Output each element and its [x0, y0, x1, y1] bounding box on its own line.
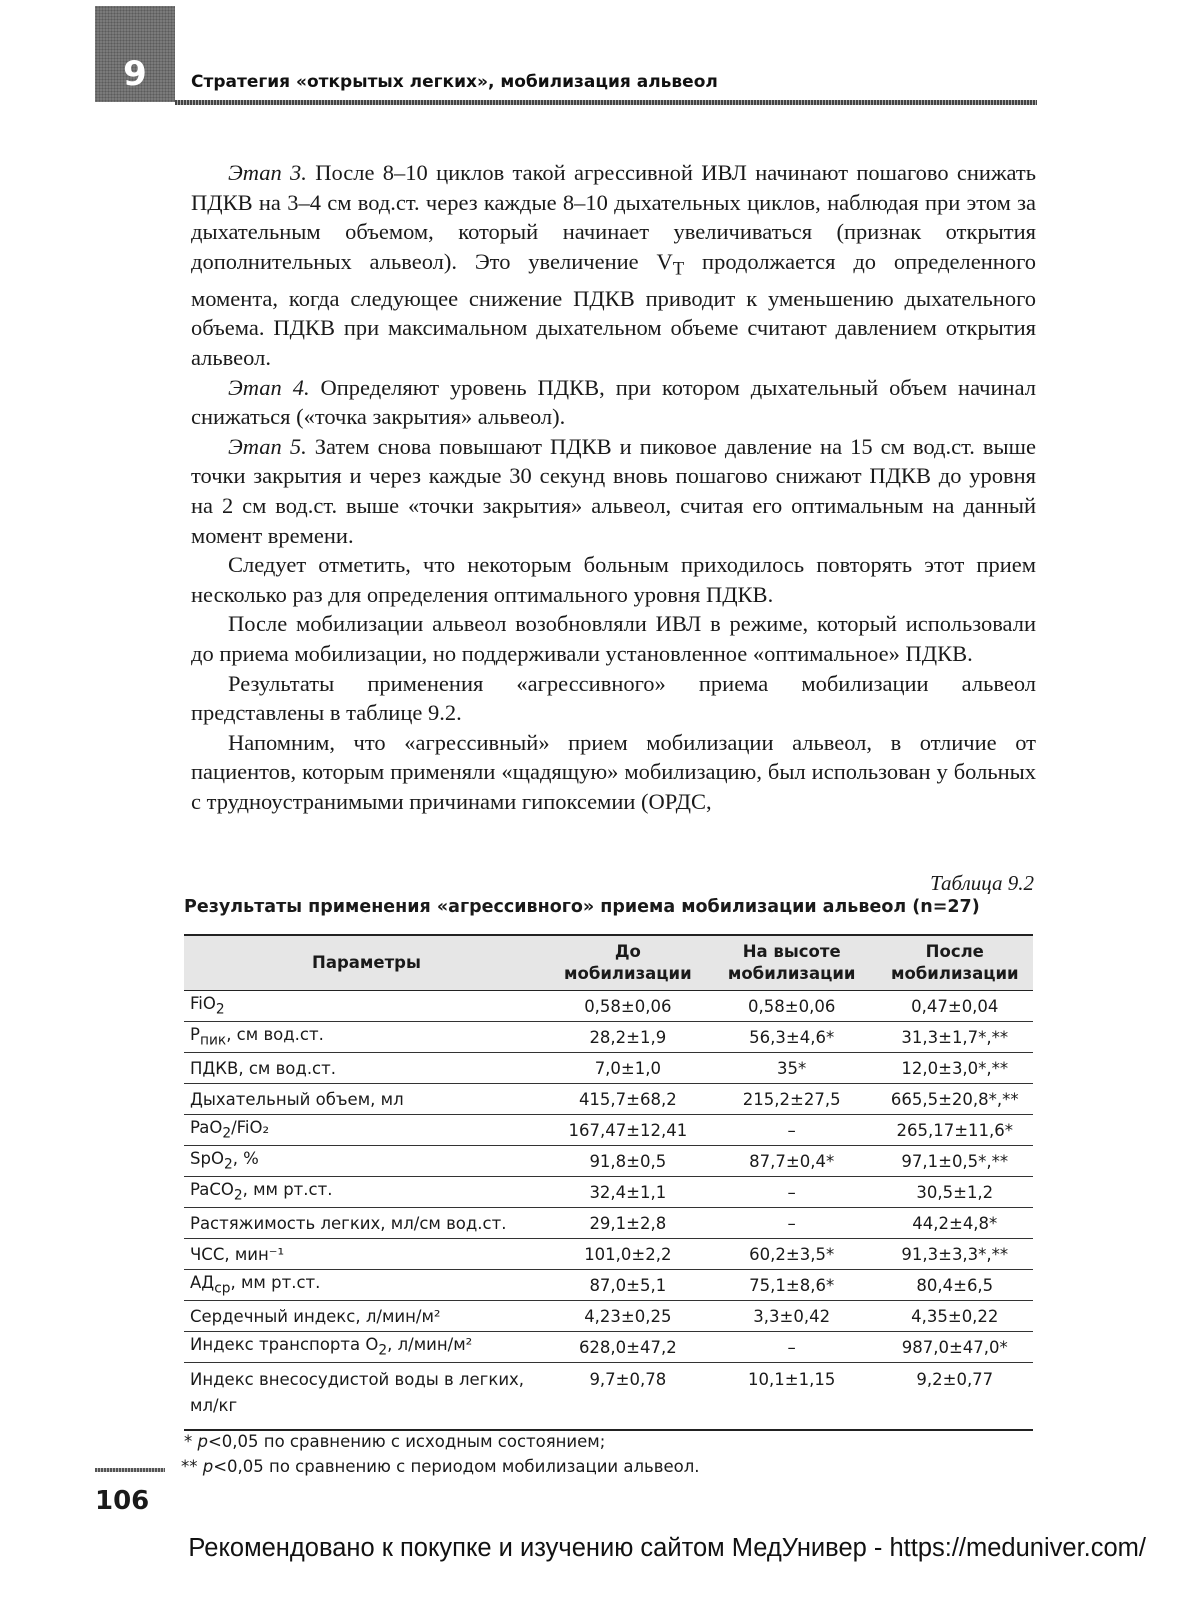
parameter-subscript: 2	[223, 1156, 233, 1173]
table-row	[184, 1177, 1033, 1208]
value-cell: 167,47±12,41	[549, 1115, 707, 1146]
parameter-unit: /FiO₂	[231, 1118, 270, 1138]
parameter-cell	[184, 1115, 549, 1146]
paragraph: Напомним, что «агрессивный» прием мобилизации альвеол, в отличие от пациентов, которым применяли «щадящую» мобилизацию, был использован у больных с трудноустранимыми причинами гипоксемии (ОРДС,	[191, 729, 1036, 814]
parameter-name: Растяжимость легких, мл/см вод.ст.	[190, 1213, 507, 1233]
table-row	[184, 1115, 1033, 1146]
table-caption-number: Таблица 9.2	[930, 871, 1034, 895]
value-cell: 35*	[707, 1053, 877, 1084]
parameter-name: FiO	[190, 994, 216, 1014]
stage-label: Этап 4.	[228, 374, 310, 400]
paragraph: После мобилизации альвеол возобновляли ИВЛ в режиме, который использовали до приема мобилизации, но поддерживали установленное «оптимальное» ПДКВ.	[191, 611, 1036, 666]
value-cell: 30,5±1,2	[877, 1177, 1033, 1208]
table-row	[184, 1332, 1033, 1363]
subscript: T	[672, 258, 685, 280]
parameter-subscript: пик	[199, 1032, 227, 1049]
parameter-cell	[184, 1363, 549, 1431]
value-cell: –	[707, 1332, 877, 1363]
watermark-text: Рекомендовано к покупке и изучению сайтом МедУнивер - https://meduniver.com/	[188, 1534, 1146, 1562]
table-row	[184, 1239, 1033, 1270]
footnote-mark: **	[181, 1457, 203, 1476]
footnote-text: <0,05 по сравнению с исходным состоянием;	[207, 1432, 606, 1451]
value-cell: 0,47±0,04	[877, 991, 1033, 1022]
table-row	[184, 1363, 1033, 1431]
parameter-unit: , мм рт.ст.	[230, 1273, 321, 1293]
footer-rule	[95, 1468, 165, 1472]
page-number: 106	[95, 1486, 150, 1516]
running-title: Стратегия «открытых легких», мобилизация альвеол	[191, 72, 718, 92]
parameter-cell	[184, 1208, 549, 1239]
parameter-cell	[184, 1301, 549, 1332]
stage-label: Этап 5.	[228, 433, 307, 459]
paragraph: Результаты применения «агрессивного» приема мобилизации альвеол представлены в таблице 9.2.	[191, 670, 1036, 726]
value-cell: 12,0±3,0*,**	[877, 1053, 1033, 1084]
parameter-subscript: 2	[222, 1125, 232, 1142]
value-cell: 32,4±1,1	[549, 1177, 707, 1208]
stage-label: Этап 3.	[228, 160, 307, 185]
value-cell: 3,3±0,42	[707, 1301, 877, 1332]
paragraph-text: После 8–10 циклов такой агрессивной ИВЛ начинают пошагово снижать ПДКВ на 3–4 см вод.ст. через каждые 8–10 дыхательных циклов, наблюдая при этом за дыхательным объемом, который начинает увеличиваться (признак открытия дополнительных альвеол). Это увеличение V	[191, 160, 1036, 274]
value-cell: 80,4±6,5	[877, 1270, 1033, 1301]
column-header: До мобилизации	[549, 935, 707, 991]
parameter-cell	[184, 1332, 549, 1363]
value-cell: 628,0±47,2	[549, 1332, 707, 1363]
parameter-subscript: 2	[378, 1342, 388, 1359]
parameter-name: ЧСС, мин⁻¹	[190, 1244, 285, 1264]
value-cell: 4,35±0,22	[877, 1301, 1033, 1332]
parameter-name: Сердечный индекс, л/мин/м²	[190, 1306, 441, 1326]
table-row	[184, 1208, 1033, 1239]
column-header: На высоте мобилизации	[707, 935, 877, 991]
parameter-name: Дыхательный объем, мл	[190, 1089, 404, 1109]
value-cell: 91,3±3,3*,**	[877, 1239, 1033, 1270]
value-cell: 101,0±2,2	[549, 1239, 707, 1270]
parameter-cell	[184, 1053, 549, 1084]
paragraph: Следует отметить, что некоторым больным приходилось повторять этот прием несколько раз для определения оптимального уровня ПДКВ.	[191, 552, 1036, 607]
body-text	[191, 158, 1036, 817]
value-cell: –	[707, 1177, 877, 1208]
value-cell: 415,7±68,2	[549, 1084, 707, 1115]
parameter-name: АД	[190, 1273, 215, 1293]
footnote-text: <0,05 по сравнению с периодом мобилизации альвеол.	[213, 1457, 700, 1476]
value-cell: 31,3±1,7*,**	[877, 1022, 1033, 1053]
parameter-name: Индекс внесосудистой воды в легких, мл/кг	[190, 1370, 525, 1415]
paragraph-stage-3	[191, 158, 1036, 373]
parameter-cell	[184, 991, 549, 1022]
value-cell: 665,5±20,8*,**	[877, 1084, 1033, 1115]
value-cell: 91,8±0,5	[549, 1146, 707, 1177]
value-cell: 9,7±0,78	[589, 1370, 667, 1389]
value-cell: 44,2±4,8*	[877, 1208, 1033, 1239]
parameter-name: SpO	[190, 1149, 224, 1169]
parameter-cell	[184, 1239, 549, 1270]
value-cell: 56,3±4,6*	[707, 1022, 877, 1053]
parameter-subscript: 2	[233, 1187, 243, 1204]
parameter-cell	[184, 1022, 549, 1053]
paragraph-text: продолжается до определенного момента, когда следующее снижение ПДКВ приводит к уменьшению дыхательного объема. ПДКВ при максимальном дыхательном объеме считают давлением открытия альвеол.	[191, 248, 1036, 371]
column-header: Параметры	[184, 935, 549, 991]
parameter-name: ПДКВ, см вод.ст.	[190, 1058, 336, 1078]
footnote-p: p	[197, 1432, 208, 1451]
footnote-p: p	[202, 1457, 214, 1476]
value-cell: 87,7±0,4*	[707, 1146, 877, 1177]
value-cell: 28,2±1,9	[549, 1022, 707, 1053]
value-cell: –	[707, 1208, 877, 1239]
paragraph-text: Определяют уровень ПДКВ, при котором дыхательный объем начинал снижаться («точка закрытия» альвеол).	[191, 374, 1036, 430]
value-cell: 4,23±0,25	[549, 1301, 707, 1332]
paragraph-stage-5	[191, 432, 1036, 550]
value-cell: 215,2±27,5	[707, 1084, 877, 1115]
parameter-unit: , л/мин/м²	[387, 1335, 473, 1355]
value-cell: 10,1±1,15	[748, 1370, 836, 1389]
value-cell: 87,0±5,1	[549, 1270, 707, 1301]
parameter-name: P	[190, 1025, 200, 1045]
value-cell: 987,0±47,0*	[877, 1332, 1033, 1363]
parameter-cell	[184, 1084, 549, 1115]
parameter-subscript: ср	[214, 1280, 231, 1297]
value-cell: 0,58±0,06	[707, 991, 877, 1022]
value-cell: 97,1±0,5*,**	[877, 1146, 1033, 1177]
header-rule	[175, 100, 1037, 105]
value-cell: 75,1±8,6*	[707, 1270, 877, 1301]
table-row	[184, 1022, 1033, 1053]
parameter-cell	[184, 1177, 549, 1208]
value-cell: –	[707, 1115, 877, 1146]
results-table	[184, 934, 1033, 1431]
value-cell: 29,1±2,8	[549, 1208, 707, 1239]
parameter-cell	[184, 1270, 549, 1301]
footnote-1	[184, 1432, 605, 1451]
table-row	[184, 991, 1033, 1022]
parameter-unit: , см вод.ст.	[226, 1025, 324, 1045]
parameter-name: PaCO	[190, 1180, 234, 1200]
parameter-unit: , %	[232, 1149, 259, 1169]
table-row	[184, 1270, 1033, 1301]
column-header: После мобилизации	[877, 935, 1033, 991]
paragraph-text: Затем снова повышают ПДКВ и пиковое давление на 15 см вод.ст. выше точки закрытия и через каждые 30 секунд вновь пошагово снижают ПДКВ до уровня на 2 см вод.ст. выше «точки закрытия» альвеол, считая его оптимальным на данный момент времени.	[191, 433, 1036, 548]
paragraph-stage-4	[191, 373, 1036, 432]
parameter-name: PaO	[190, 1118, 223, 1138]
table-row	[184, 1146, 1033, 1177]
table-row	[184, 1053, 1033, 1084]
table-header-row	[184, 935, 1033, 991]
parameter-cell	[184, 1146, 549, 1177]
parameter-unit: , мм рт.ст.	[242, 1180, 333, 1200]
table-row	[184, 1084, 1033, 1115]
value-cell: 9,2±0,77	[916, 1370, 994, 1389]
table-row	[184, 1301, 1033, 1332]
chapter-number: 9	[123, 54, 147, 94]
table-body	[184, 991, 1033, 1431]
value-cell: 265,17±11,6*	[877, 1115, 1033, 1146]
parameter-subscript: 2	[215, 1001, 225, 1018]
parameter-name: Индекс транспорта O	[190, 1335, 379, 1355]
value-cell: 7,0±1,0	[549, 1053, 707, 1084]
chapter-number-box	[95, 6, 175, 102]
table-title: Результаты применения «агрессивного» приема мобилизации альвеол (n=27)	[184, 897, 980, 917]
value-cell: 60,2±3,5*	[707, 1239, 877, 1270]
footnote-2	[181, 1457, 700, 1476]
value-cell: 0,58±0,06	[549, 991, 707, 1022]
footnote-mark: *	[184, 1432, 198, 1451]
